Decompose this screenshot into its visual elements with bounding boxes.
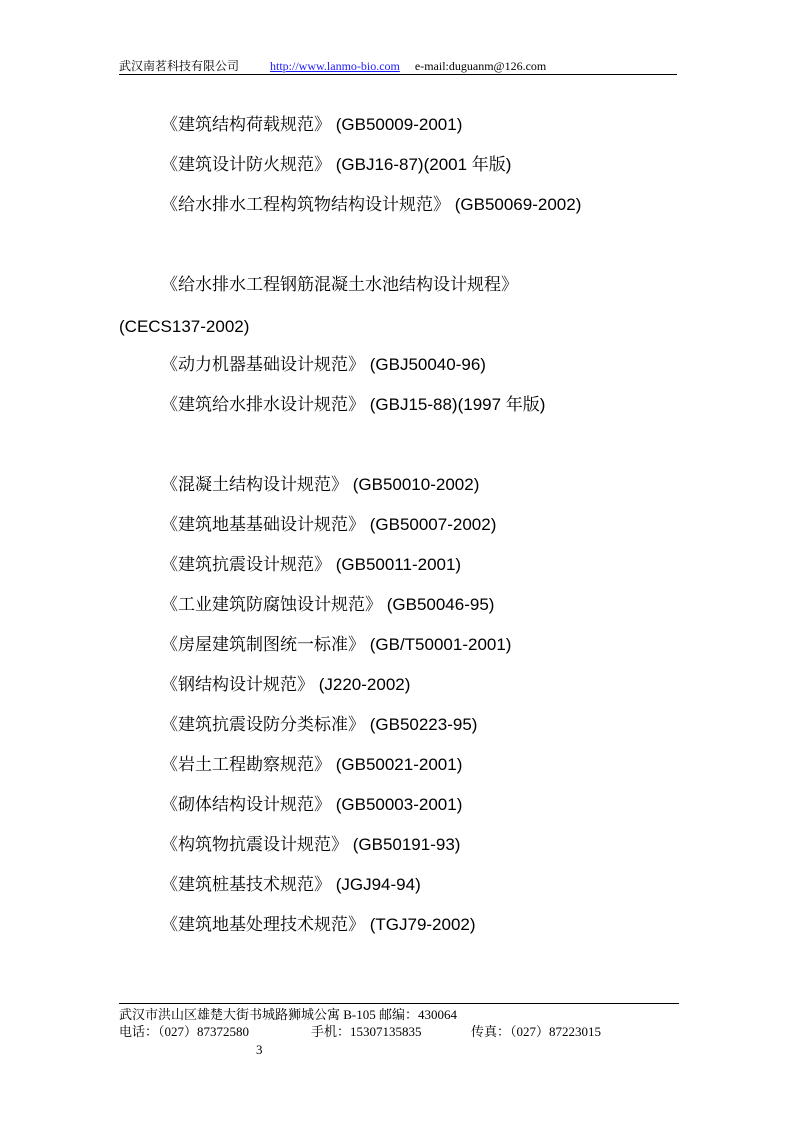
list-item: 《岩土工程勘察规范》 (GB50021-2001) bbox=[161, 755, 463, 774]
list-item: 《给水排水工程钢筋混凝土水池结构设计规程》 bbox=[161, 275, 518, 294]
page-header bbox=[119, 58, 677, 75]
footer-mobile: 手机：15307135835 bbox=[311, 1024, 422, 1039]
footer-fax: 传真：（027）87223015 bbox=[471, 1024, 602, 1039]
list-item: 《建筑桩基技术规范》 (JGJ94-94) bbox=[161, 875, 421, 894]
list-item: 《钢结构设计规范》 (J220-2002) bbox=[161, 675, 411, 694]
list-item: 《建筑抗震设计规范》 (GB50011-2001) bbox=[161, 555, 462, 574]
page-number: 3 bbox=[256, 1042, 263, 1057]
list-item: 《混凝土结构设计规范》 (GB50010-2002) bbox=[161, 475, 480, 494]
list-item: 《房屋建筑制图统一标准》 (GB/T50001-2001) bbox=[161, 635, 512, 654]
list-item: 《建筑给水排水设计规范》 (GBJ15-88)(1997 年版) bbox=[161, 395, 546, 414]
list-item: 《建筑抗震设防分类标准》 (GB50223-95) bbox=[161, 715, 478, 734]
list-item: 《工业建筑防腐蚀设计规范》 (GB50046-95) bbox=[161, 595, 495, 614]
list-item: 《砌体结构设计规范》 (GB50003-2001) bbox=[161, 795, 463, 814]
list-item: 《构筑物抗震设计规范》 (GB50191-93) bbox=[161, 835, 461, 854]
list-item: 《动力机器基础设计规范》 (GBJ50040-96) bbox=[161, 355, 486, 374]
list-item: 《给水排水工程构筑物结构设计规范》 (GB50069-2002) bbox=[161, 195, 582, 214]
company-name: 武汉南茗科技有限公司 bbox=[119, 59, 240, 73]
footer-phone: 电话：（027）87372580 bbox=[119, 1024, 250, 1039]
email-address: e-mail:duguanm@126.com bbox=[414, 59, 547, 73]
list-item: 《建筑设计防火规范》 (GBJ16-87)(2001 年版) bbox=[161, 155, 512, 174]
list-item: 《建筑结构荷载规范》 (GB50009-2001) bbox=[161, 115, 463, 134]
footer-contacts bbox=[119, 1023, 679, 1040]
footer-address: 武汉市洪山区雄楚大街书城路狮城公寓 B-105 邮编：430064 bbox=[119, 1007, 458, 1022]
page-footer bbox=[119, 1003, 679, 1040]
website-link[interactable]: http://www.lanmo-bio.com bbox=[270, 59, 400, 73]
list-item: 《建筑地基基础设计规范》 (GB50007-2002) bbox=[161, 515, 497, 534]
list-item-continuation: (CECS137-2002) bbox=[119, 317, 250, 336]
list-item: 《建筑地基处理技术规范》 (TGJ79-2002) bbox=[161, 915, 476, 934]
